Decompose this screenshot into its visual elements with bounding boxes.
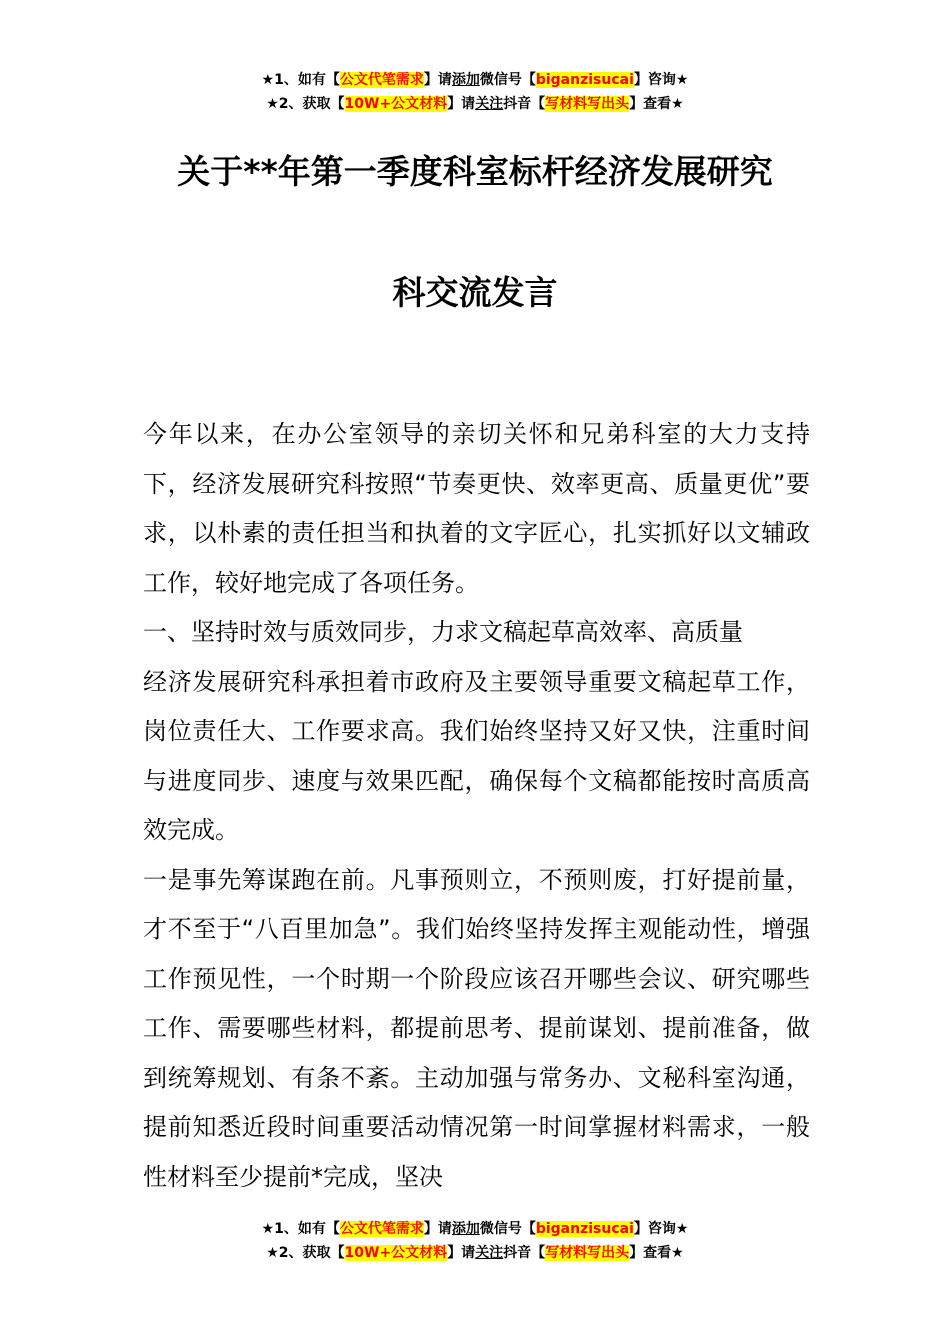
banner-text: ★2、获取【	[266, 96, 345, 112]
document-title-line-1: 关于**年第一季度科室标杆经济发展研究	[177, 152, 773, 191]
document-body	[143, 410, 810, 1202]
banner-highlight: 写材料写出头	[545, 96, 630, 112]
banner-underlined-text: 关注	[475, 1245, 504, 1261]
banner-text: 】请	[423, 1221, 452, 1237]
banner-text: 】查看★	[629, 1245, 684, 1261]
banner-underlined-text: 添加	[451, 72, 480, 88]
paragraph: 一是事先筹谋跑在前。凡事预则立，不预则废，打好提前量，才不至于“八百里加急”。我们始终坚持发挥主观能动性，增强工作预见性，一个时期一个阶段应该召开哪些会议、研究哪些工作、需要哪些材料，都提前思考、提前谋划、提前准备，做到统筹规划、有条不紊。主动加强与常务办、文秘科室沟通，提前知悉近段时间重要活动情况第一时间掌握材料需求，一般性材料至少提前*完成，坚决	[143, 865, 810, 1191]
banner-text: 抖音【	[503, 1245, 546, 1261]
banner-text: ★1、如有【	[261, 72, 340, 88]
banner-highlight: 10W+公文材料	[344, 96, 448, 112]
footer-banner	[0, 1217, 950, 1265]
header-banner	[0, 68, 950, 116]
banner-text: ★1、如有【	[261, 1221, 340, 1237]
banner-text: ★2、获取【	[266, 1245, 345, 1261]
banner-line-2	[0, 92, 950, 116]
banner-text: 微信号【	[479, 72, 536, 88]
banner-highlight: 10W+公文材料	[344, 1245, 448, 1261]
banner-text: 微信号【	[479, 1221, 536, 1237]
banner-text: 】请	[447, 1245, 476, 1261]
banner-highlight: 公文代笔需求	[339, 1221, 424, 1237]
banner-text: 】咨询★	[633, 72, 689, 88]
banner-highlight: 公文代笔需求	[339, 72, 424, 88]
banner-highlight: biganzisucai	[535, 72, 634, 88]
banner-underlined-text: 关注	[475, 96, 504, 112]
banner-text: 】咨询★	[633, 1221, 689, 1237]
paragraph: 经济发展研究科承担着市政府及主要领导重要文稿起草工作，岗位责任大、工作要求高。我们始终坚持又好又快，注重时间与进度同步、速度与效果匹配，确保每个文稿都能按时高质高效完成。	[143, 667, 810, 844]
banner-text: 】请	[447, 96, 476, 112]
banner-line-1	[0, 1217, 950, 1241]
banner-line-2	[0, 1241, 950, 1265]
section-heading: 一、坚持时效与质效同步，力求文稿起草高效率、高质量	[143, 618, 743, 646]
banner-text: 】请	[423, 72, 452, 88]
banner-underlined-text: 添加	[451, 1221, 480, 1237]
banner-line-1	[0, 68, 950, 92]
banner-text: 】查看★	[629, 96, 684, 112]
banner-highlight: 写材料写出头	[545, 1245, 630, 1261]
banner-text: 抖音【	[503, 96, 546, 112]
document-title-line-2: 科交流发言	[392, 273, 558, 312]
banner-highlight: biganzisucai	[535, 1221, 634, 1237]
paragraph: 今年以来，在办公室领导的亲切关怀和兄弟科室的大力支持下，经济发展研究科按照“节奏更快、效率更高、质量更优”要求，以朴素的责任担当和执着的文字匠心，扎实抓好以文辅政工作，较好地完成了各项任务。	[143, 420, 810, 597]
